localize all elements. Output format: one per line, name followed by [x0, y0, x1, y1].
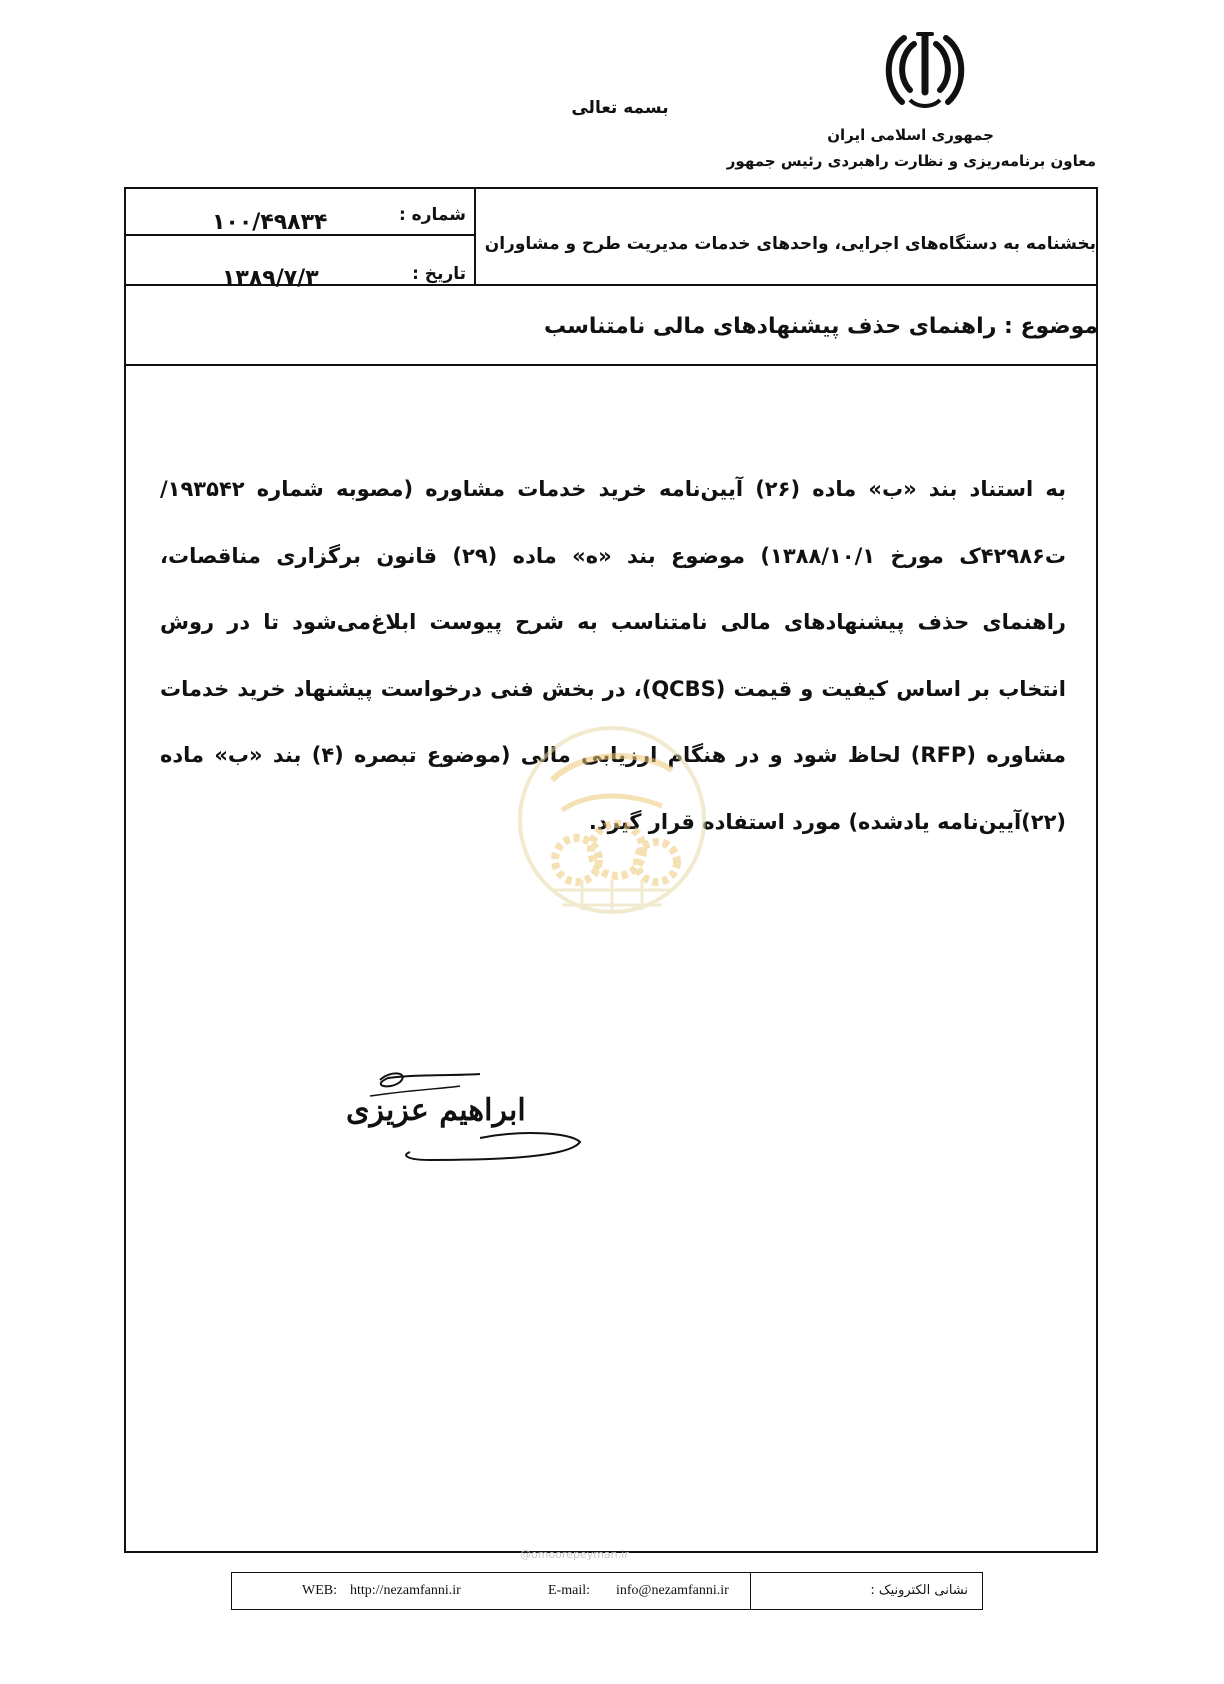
footer-contact-label: نشانی الکترونیک : [870, 1583, 968, 1598]
body-text-part2: به شرح پیوست ابلاغ‌می‌شود تا در روش انتخاب بر اساس کیفیت و قیمت (QCBS)، در بخش فنی درخواست پیشنهاد خرید خدمات مشاوره (RFP) لحاظ شود و در هنگام ارزیابی مالی (موضوع تبصره (۴) بند «ب» ماده (۲۲)آیین‌نامه یادشده) مورد استفاده قرار گیرد. [160, 610, 1066, 834]
watermark-url: @omoorepeyman.ir [520, 1548, 629, 1561]
divider-subject-body [124, 364, 1098, 366]
footer-email-label: E-mail: [548, 1583, 590, 1598]
divider-meta-recipient [474, 187, 476, 285]
body-highlight: راهنمای حذف پیشنهادهای مالی نامتناسب [610, 610, 1066, 634]
body-text-part1: به استناد بند «ب» ماده (۲۶) آیین‌نامه خرید خدمات مشاوره (مصوبه شماره ۱۹۳۵۴۲/ت۴۲۹۸۶ک مورخ ۱۳۸۸/۱۰/۱) موضوع بند «ه» ماده (۲۹) قانون برگزاری مناقصات، [160, 477, 1066, 568]
org-name-line2: معاون برنامه‌ریزی و نظارت راهبردی رئیس جمهور [726, 152, 1096, 170]
bismillah-heading: بسمه تعالی [571, 98, 669, 118]
subject-line: موضوع : راهنمای حذف پیشنهادهای مالی نامتناسب [543, 314, 1098, 339]
footer-contact-box [231, 1572, 983, 1610]
iran-emblem-icon [880, 30, 970, 116]
footer-email-link[interactable]: info@nezamfanni.ir [616, 1583, 729, 1598]
signatory-name: ابراهیم عزیزی [346, 1093, 526, 1128]
number-label: شماره : [398, 205, 466, 225]
footer-web-link[interactable]: http://nezamfanni.ir [350, 1583, 461, 1598]
org-name-line1: جمهوری اسلامی ایران [827, 126, 994, 144]
date-label: تاریخ : [412, 264, 466, 284]
recipient-line: بخشنامه به دستگاه‌های اجرایی، واحدهای خدمات مدیریت طرح و مشاوران [484, 234, 1096, 254]
watermark-seal [512, 710, 712, 930]
footer-web-label: WEB: [302, 1583, 337, 1598]
date-value: ۱۳۸۹/۷/۳ [222, 266, 319, 291]
footer-divider [750, 1573, 751, 1609]
number-value: ۱۰۰/۴۹۸۳۴ [212, 210, 328, 235]
